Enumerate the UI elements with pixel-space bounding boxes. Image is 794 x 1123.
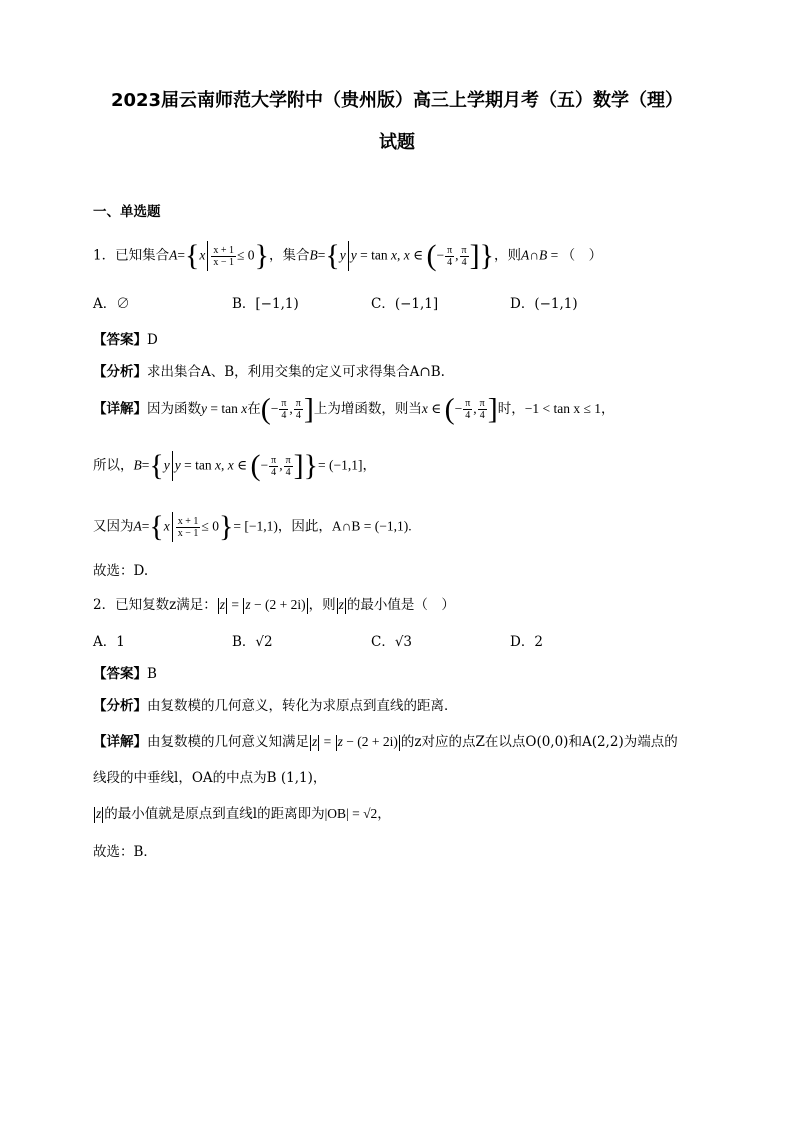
q1-analysis: 【分析】求出集合A、B，利用交集的定义可求得集合A∩B. [93, 364, 445, 380]
q2-option-c: C．√3 [371, 634, 413, 650]
section-heading: 一、单选题 [93, 204, 161, 220]
q1-conclusion: 故选：D. [93, 563, 149, 579]
q1-detail-line3: 又因为A={x $\frac{x + 1}{x - 1}$ ≤ 0}= [−1,1)，因此，A∩B = (−1,1). [93, 510, 412, 543]
q2-conclusion: 故选：B． [93, 844, 157, 860]
q1-tail: ，则 [494, 247, 522, 264]
q2-stem: 2．已知复数z满足： z = z − (2 + 2i) ，则 z 的最小值是（ ） [93, 597, 455, 613]
q1-option-b: B．[−1,1) [232, 296, 299, 312]
q1-mid: ，集合 [268, 247, 310, 264]
q1-detail-line2: 所以，B={y y = tan x, x ∈ (− $\frac{\pi}{4}$ , $\frac{\pi}{4}$ ]}= (−1,1]， [93, 449, 377, 482]
q2-analysis: 【分析】由复数模的几何意义，转化为求原点到直线的距离． [93, 698, 458, 714]
q1-end: （ ） [561, 247, 603, 264]
q2-option-b: B．√2 [232, 634, 273, 650]
q1-option-c: C．(−1,1] [371, 296, 439, 312]
q2-detail-line2: 线段的中垂线l，OA的中点为B (1,1)， [93, 770, 327, 786]
document-title: 2023届云南师范大学附中（贵州版）高三上学期月考（五）数学（理） [110, 90, 684, 111]
q2-option-a: A．1 [93, 634, 125, 650]
q1-detail-line1: 【详解】因为函数y = tan x在(− $\frac{\pi}{4}$ , $\frac{\pi}{4}$ ]上为增函数，则当x ∈ (− $\frac{\pi}{4}$ , $\frac{\pi}{4}$ ]时，−1 < tan x ≤ 1， [93, 392, 615, 426]
q2-detail-line3: z 的最小值就是原点到直线l的距离即为|OB| = √2， [96, 806, 391, 822]
q1-option-a: A．∅ [93, 296, 130, 312]
q1-prefix: 1．已知集合 [93, 247, 170, 264]
q1-stem: 1．已知集合A={x $\frac{x + 1}{x - 1}$ ≤ 0}，集合B={y y = tan x, x ∈ (− $\frac{\pi}{4}$ , $\frac{\pi}{4}$ ]}，则A∩B = （ ） [93, 239, 603, 272]
q1-option-d: D．(−1,1) [510, 296, 578, 312]
q2-option-d: D．2 [510, 634, 543, 650]
document-title-line2: 试题 [379, 132, 415, 153]
q2-detail-line1: 【详解】由复数模的几何意义知满足 z = z − (2 + 2i) 的z对应的点Z在以点O(0,0)和A(2,2)为端点的 [93, 734, 678, 750]
q2-answer: 【答案】B [93, 666, 157, 682]
q1-answer: 【答案】D [93, 332, 158, 348]
